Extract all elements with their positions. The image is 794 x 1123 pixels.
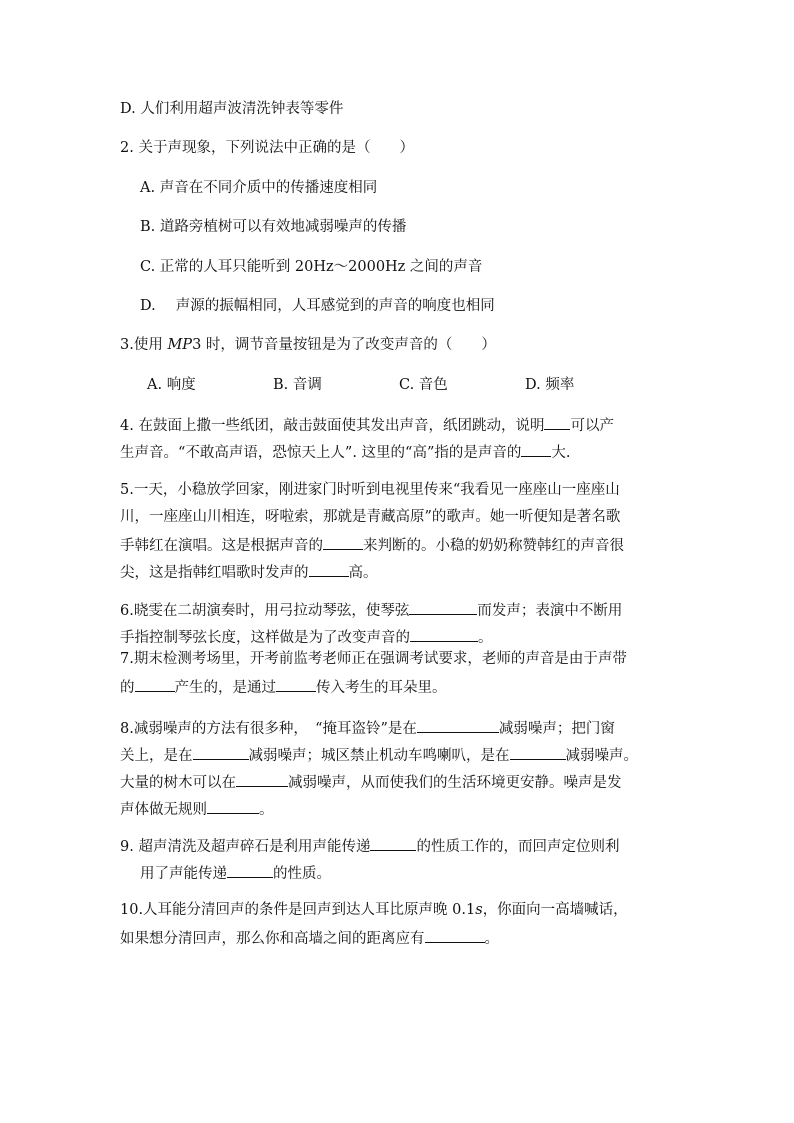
q9-line-1: 9. 超声清洗及超声碎石是利用声能传递 的性质工作的，而回声定位则利 bbox=[120, 835, 619, 857]
q6-line-2: 手指控制琴弦长度，这样做是为了改变声音的 。 bbox=[120, 626, 493, 648]
q7-blank-2[interactable] bbox=[276, 676, 316, 692]
q3-option-c[interactable]: C. 音色 bbox=[399, 377, 448, 393]
q6-blank-2[interactable] bbox=[410, 626, 478, 642]
q4-line-2: 生声音。“不敢高声语，恐惊天上人”. 这里的“高”指的是声音的 大. bbox=[120, 441, 570, 463]
q1-option-d: D. 人们利用超声波清洗钟表等零件 bbox=[120, 101, 344, 117]
q5-blank-2[interactable] bbox=[309, 561, 349, 577]
q2-stem: 2. 关于声现象，下列说法中正确的是（ ） bbox=[120, 140, 414, 156]
q10-line-2: 如果想分清回声，那么你和高墙之间的距离应有 。 bbox=[120, 927, 499, 949]
q5-line-4: 尖，这是指韩红唱歌时发声的 高。 bbox=[120, 561, 378, 583]
q8-blank-5[interactable] bbox=[207, 798, 259, 814]
q6-blank-1[interactable] bbox=[409, 599, 477, 615]
q5-line-1: 5.一天，小稳放学回家，刚进家门时听到电视里传来“我看见一座座山一座座山 bbox=[120, 482, 620, 498]
q4-blank-1[interactable] bbox=[544, 414, 570, 430]
q3-option-b[interactable]: B. 音调 bbox=[273, 377, 322, 393]
q6-line-1: 6.晓雯在二胡演奏时，用弓拉动琴弦，使琴弦 而发声；表演中不断用 bbox=[120, 599, 622, 621]
q7-line-1: 7.期末检测考场里，开考前监考老师正在强调考试要求，老师的声音是由于声带 bbox=[120, 651, 627, 667]
q8-line-3: 大量的树木可以在 减弱噪声，从而使我们的生活环境更安静。噪声是发 bbox=[120, 771, 622, 793]
q2-option-c[interactable]: C. 正常的人耳只能听到 20Hz～2000Hz 之间的声音 bbox=[140, 259, 483, 275]
q8-line-1: 8.减弱噪声的方法有很多种， “掩耳盗铃”是在 减弱噪声；把门窗 bbox=[120, 717, 615, 739]
q8-line-2: 关上，是在 减弱噪声；城区禁止机动车鸣喇叭，是在 减弱噪声。 bbox=[120, 744, 638, 766]
q9-blank-2[interactable] bbox=[227, 862, 273, 878]
q5-blank-1[interactable] bbox=[323, 534, 363, 550]
q10-line-1: 10.人耳能分清回声的条件是回声到达人耳比原声晚 0.1s，你面向一高墙喊话， bbox=[120, 902, 628, 918]
q4-line-1: 4. 在鼓面上撒一些纸团，敲击鼓面使其发出声音，纸团跳动，说明 可以产 bbox=[120, 414, 614, 436]
q9-line-2: 用了声能传递 的性质。 bbox=[140, 862, 331, 884]
q8-blank-1[interactable] bbox=[417, 717, 499, 733]
q8-line-4: 声体做无规则 。 bbox=[120, 798, 274, 820]
q8-blank-3[interactable] bbox=[510, 744, 566, 760]
q2-option-b[interactable]: B. 道路旁植树可以有效地减弱噪声的传播 bbox=[140, 219, 407, 235]
q8-blank-2[interactable] bbox=[193, 744, 249, 760]
q5-line-2: 川，一座座山川相连，呀啦索，那就是青藏高原”的歌声。她一听便知是著名歌 bbox=[120, 509, 621, 525]
q7-line-2: 的 产生的，是通过 传入考生的耳朵里。 bbox=[120, 676, 447, 698]
q3-option-d[interactable]: D. 频率 bbox=[525, 377, 575, 393]
q8-blank-4[interactable] bbox=[236, 771, 288, 787]
q3-option-a[interactable]: A. 响度 bbox=[147, 377, 196, 393]
q9-blank-1[interactable] bbox=[370, 835, 416, 851]
q4-blank-2[interactable] bbox=[521, 441, 551, 457]
q3-stem: 3.使用 MP3 时，调节音量按钮是为了改变声音的（ ） bbox=[120, 337, 496, 353]
q2-option-d[interactable]: D. 声源的振幅相同，人耳感觉到的声音的响度也相同 bbox=[140, 298, 495, 314]
q7-blank-1[interactable] bbox=[135, 676, 175, 692]
q5-line-3: 手韩红在演唱。这是根据声音的 来判断的。小稳的奶奶称赞韩红的声音很 bbox=[120, 534, 624, 556]
q2-option-a[interactable]: A. 声音在不同介质中的传播速度相同 bbox=[140, 180, 378, 196]
q10-blank-1[interactable] bbox=[425, 927, 485, 943]
